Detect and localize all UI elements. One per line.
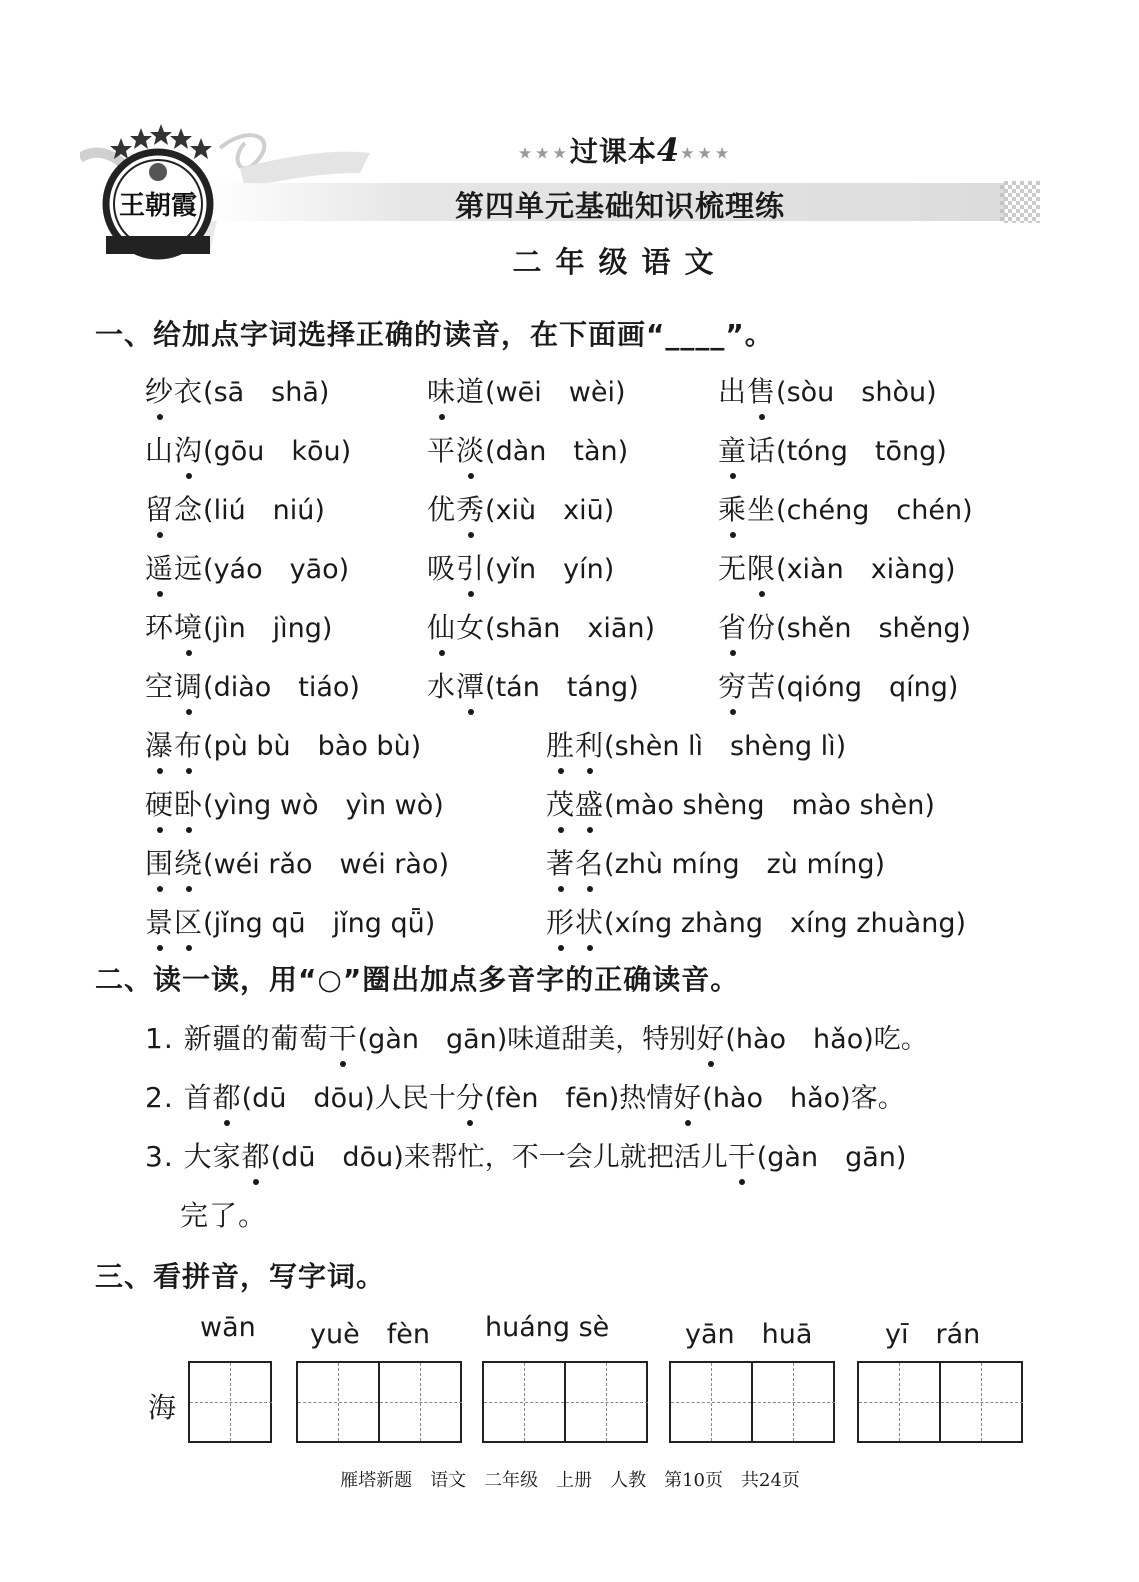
item-char: 调 — [174, 670, 204, 703]
item-char: 形 — [546, 906, 576, 939]
writing-cell[interactable] — [566, 1363, 648, 1441]
item-char: 纱 — [145, 375, 175, 408]
writing-box-1[interactable] — [188, 1361, 272, 1443]
series-number: 4 — [656, 131, 681, 169]
item-char: 苦 — [747, 670, 777, 703]
item-pinyin-options: (xíng zhàng xíng zhuàng) — [604, 908, 966, 939]
reading-item-9 — [145, 547, 349, 587]
word-prefix: 海 — [148, 1391, 178, 1424]
item-pinyin-options: (pù bù bào bù) — [203, 731, 422, 762]
item-char: 瀑 — [145, 729, 175, 762]
writing-cell[interactable] — [484, 1363, 566, 1441]
item-char: 无 — [718, 552, 748, 585]
logo-text: 王朝霞 — [118, 191, 198, 221]
pinyin-4: yān huā — [685, 1319, 813, 1350]
item-char: 状 — [575, 906, 605, 939]
item-char: 绕 — [174, 847, 204, 880]
writing-cell[interactable] — [941, 1363, 1023, 1441]
item-pinyin-options: (diào tiáo) — [203, 672, 360, 703]
item-pinyin-options: (liú niú) — [203, 495, 325, 526]
reading-item-1 — [427, 370, 626, 410]
writing-cell[interactable] — [380, 1363, 462, 1441]
item-char: 胜 — [546, 729, 576, 762]
item-char: 味 — [427, 375, 457, 408]
pinyin-2: yuè fèn — [310, 1319, 430, 1350]
item-char: 水 — [427, 670, 457, 703]
item-pinyin-options: (wéi rǎo wéi rào) — [203, 849, 449, 880]
writing-cell[interactable] — [298, 1363, 380, 1441]
item-pinyin-options: (dàn tàn) — [485, 436, 629, 467]
item-char: 布 — [174, 729, 204, 762]
item-char: 秀 — [456, 493, 486, 526]
reading-item-18 — [145, 724, 421, 764]
series-title — [440, 130, 810, 170]
writing-box-2[interactable] — [296, 1361, 462, 1443]
item-pinyin-options: (yáo yāo) — [203, 554, 350, 585]
item-pinyin-options: (chéng chén) — [776, 495, 973, 526]
sentence-3: 3. 大家都(dū dōu)来帮忙，不一会儿就把活儿干(gàn gān) — [145, 1140, 907, 1173]
item-char: 童 — [718, 434, 748, 467]
item-char: 吸 — [427, 552, 457, 585]
checker-decoration — [1000, 181, 1040, 223]
item-char: 远 — [174, 552, 204, 585]
sentence-1: 1. 新疆的葡萄干(gàn gān)味道甜美，特别好(hào hǎo)吃。 — [145, 1022, 928, 1055]
page-footer: 雁塔新题 语文 二年级 上册 人教 第10页 共24页 — [340, 1470, 800, 1491]
item-char: 盛 — [575, 788, 605, 821]
item-pinyin-options: (wēi wèi) — [485, 377, 626, 408]
reading-item-12 — [145, 606, 332, 646]
item-char: 念 — [174, 493, 204, 526]
reading-item-16 — [427, 665, 639, 705]
item-pinyin-options: (jǐng qū jǐng qǖ) — [203, 908, 436, 939]
item-char: 平 — [427, 434, 457, 467]
writing-box-4[interactable] — [669, 1361, 835, 1443]
reading-item-17 — [718, 665, 958, 705]
item-char: 乘 — [718, 493, 748, 526]
item-pinyin-options: (xiù xiū) — [485, 495, 615, 526]
item-pinyin-options: (qióng qíng) — [776, 672, 959, 703]
sentence-3-continued: 完了。 — [180, 1199, 268, 1232]
publisher-seal — [98, 124, 218, 264]
item-char: 围 — [145, 847, 175, 880]
item-char: 境 — [174, 611, 204, 644]
reading-item-14 — [718, 606, 971, 646]
reading-item-5 — [718, 429, 947, 469]
section3-title: 三、看拼音，写字词。 — [95, 1260, 386, 1293]
item-pinyin-options: (xiàn xiàng) — [776, 554, 956, 585]
series-name: 过课本 — [569, 135, 657, 168]
reading-item-0 — [145, 370, 329, 410]
reading-item-22 — [145, 842, 449, 882]
subject-title: 二年级语文 — [512, 245, 728, 279]
item-char: 空 — [145, 670, 175, 703]
reading-item-3 — [145, 429, 351, 469]
reading-item-21 — [546, 783, 935, 823]
reading-item-23 — [546, 842, 885, 882]
item-char: 淡 — [456, 434, 486, 467]
pinyin-3: huáng sè — [485, 1312, 610, 1343]
item-char: 硬 — [145, 788, 175, 821]
item-pinyin-options: (shèn lì shèng lì) — [604, 731, 847, 762]
reading-item-2 — [718, 370, 937, 410]
item-char: 道 — [456, 375, 486, 408]
pinyin-1: wān — [200, 1312, 256, 1343]
item-char: 出 — [718, 375, 748, 408]
item-char: 优 — [427, 493, 457, 526]
item-pinyin-options: (jìn jìng) — [203, 613, 333, 644]
reading-item-13 — [427, 606, 655, 646]
item-char: 衣 — [174, 375, 204, 408]
item-char: 利 — [575, 729, 605, 762]
item-char: 留 — [145, 493, 175, 526]
item-char: 话 — [747, 434, 777, 467]
reading-item-19 — [546, 724, 846, 764]
item-pinyin-options: (yǐn yín) — [485, 554, 615, 585]
reading-item-4 — [427, 429, 628, 469]
writing-cell[interactable] — [753, 1363, 835, 1441]
stars-left: ★★★ — [517, 143, 570, 163]
pinyin-5: yī rán — [885, 1319, 981, 1350]
item-char: 著 — [546, 847, 576, 880]
reading-item-8 — [718, 488, 973, 528]
item-char: 区 — [174, 906, 204, 939]
item-char: 遥 — [145, 552, 175, 585]
reading-item-7 — [427, 488, 614, 528]
writing-cell[interactable] — [671, 1363, 753, 1441]
item-char: 景 — [145, 906, 175, 939]
item-pinyin-options: (shān xiān) — [485, 613, 656, 644]
reading-item-6 — [145, 488, 325, 528]
item-pinyin-options: (zhù míng zù míng) — [604, 849, 886, 880]
reading-item-20 — [145, 783, 444, 823]
item-char: 名 — [575, 847, 605, 880]
writing-cell[interactable] — [190, 1363, 272, 1441]
item-pinyin-options: (mào shèng mào shèn) — [604, 790, 935, 821]
item-char: 穷 — [718, 670, 748, 703]
reading-item-11 — [718, 547, 956, 587]
item-char: 份 — [747, 611, 777, 644]
item-char: 潭 — [456, 670, 486, 703]
item-char: 卧 — [174, 788, 204, 821]
writing-cell[interactable] — [859, 1363, 941, 1441]
item-char: 引 — [456, 552, 486, 585]
writing-box-5[interactable] — [857, 1361, 1023, 1443]
item-char: 仙 — [427, 611, 457, 644]
item-char: 女 — [456, 611, 486, 644]
item-char: 售 — [747, 375, 777, 408]
item-pinyin-options: (yìng wò yìn wò) — [203, 790, 444, 821]
item-char: 沟 — [174, 434, 204, 467]
reading-item-25 — [546, 901, 966, 941]
stars-right: ★★★ — [680, 143, 733, 163]
reading-item-24 — [145, 901, 435, 941]
item-char: 山 — [145, 434, 175, 467]
unit-title: 第四单元基础知识梳理练 — [454, 189, 785, 223]
item-char: 省 — [718, 611, 748, 644]
item-pinyin-options: (tán táng) — [485, 672, 639, 703]
section1-title: 一、给加点字词选择正确的读音，在下面画“____”。 — [95, 318, 774, 351]
sentence-2: 2. 首都(dū dōu)人民十分(fèn fēn)热情好(hào hǎo)客。 — [145, 1081, 905, 1114]
reading-item-10 — [427, 547, 614, 587]
item-char: 坐 — [747, 493, 777, 526]
item-char: 限 — [747, 552, 777, 585]
item-pinyin-options: (gōu kōu) — [203, 436, 352, 467]
item-char: 茂 — [546, 788, 576, 821]
item-pinyin-options: (shěn shěng) — [776, 613, 972, 644]
reading-item-15 — [145, 665, 360, 705]
writing-box-3[interactable] — [482, 1361, 648, 1443]
item-char: 环 — [145, 611, 175, 644]
item-pinyin-options: (tóng tōng) — [776, 436, 947, 467]
item-pinyin-options: (sòu shòu) — [776, 377, 937, 408]
section2-title: 二、读一读，用“○”圈出加点多音字的正确读音。 — [95, 963, 740, 996]
item-pinyin-options: (sā shā) — [203, 377, 330, 408]
